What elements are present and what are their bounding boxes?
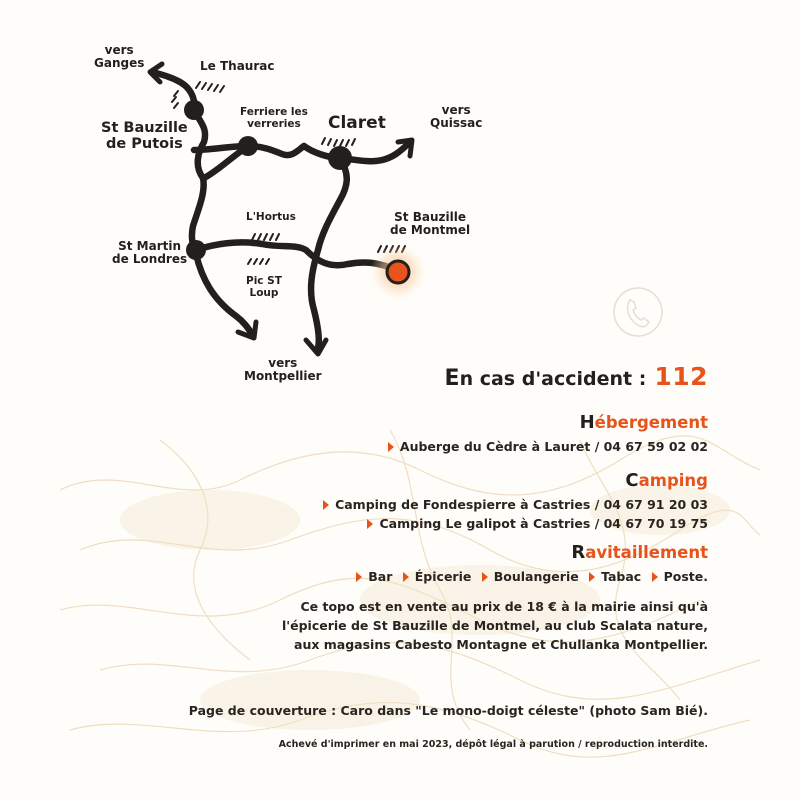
ravitaillement-title: Ravitaillement [571, 542, 708, 563]
bullet-arrow-icon [367, 519, 373, 529]
town-ferriere [238, 136, 258, 156]
ridge-claret [322, 138, 355, 146]
town-claret [328, 146, 352, 170]
ridge-thaurac [196, 82, 224, 92]
print-footer: Achevé d'imprimer en mai 2023, dépôt légal à parution / reproduction interdite. [278, 739, 708, 750]
emergency-label: n cas d'accident : [459, 368, 647, 390]
bullet-arrow-icon [652, 572, 658, 582]
phone-icon [614, 288, 662, 336]
topo-sale-info: Ce topo est en vente au prix de 18 € à la mairie ainsi qu'à l'épicerie de St Bauzille de Montmel, au club Scalata nature, aux magasins Cabesto Montagne et Chullanka Montpellier. [282, 599, 708, 652]
label-st-martin: St Martin de Londres [112, 239, 188, 267]
bullet-arrow-icon [482, 572, 488, 582]
label-vers-montpellier: vers Montpellier [244, 356, 322, 384]
bullet-arrow-icon [589, 572, 595, 582]
ridge-hortus [252, 234, 279, 240]
ravitaillement-item: Tabac [601, 569, 642, 584]
label-ferriere: Ferriere les verreries [240, 106, 308, 130]
road-claret-south [311, 158, 347, 348]
camping-title: Camping [625, 470, 708, 491]
road-main [192, 110, 205, 254]
section-camping [323, 470, 708, 533]
road-ferriere-claret [194, 146, 340, 158]
road-to-montmel [196, 242, 396, 270]
label-vers-ganges: vers Ganges [94, 43, 145, 71]
bullet-arrow-icon [403, 572, 409, 582]
ridge-putois [172, 91, 178, 108]
label-claret: Claret [328, 113, 386, 133]
bullet-arrow-icon [388, 442, 394, 452]
section-hebergement [388, 412, 708, 456]
marker-st-bauzille-montmel [387, 261, 409, 283]
ravitaillement-item: Poste. [663, 569, 708, 584]
town-st-martin [186, 240, 206, 260]
ravitaillement-item: Bar [368, 569, 393, 584]
camping-item: Camping de Fondespierre à Castries / 04 67 91 20 03 [323, 495, 708, 514]
label-le-thaurac: Le Thaurac [200, 59, 275, 73]
ravitaillement-items [356, 567, 708, 586]
label-vers-quissac: vers Quissac [430, 103, 483, 131]
camping-item: Camping Le galipot à Castries / 04 67 70 19 75 [323, 514, 708, 533]
road-to-montpellier [196, 254, 252, 334]
section-ravitaillement [356, 542, 708, 586]
ridge-pic-st-loup [248, 259, 269, 264]
ravitaillement-item: Épicerie [414, 569, 472, 584]
label-lhortus: L'Hortus [246, 211, 296, 223]
hebergement-title: Hébergement [579, 412, 708, 433]
label-st-bauzille-montmel: St Bauzille de Montmel [390, 210, 471, 238]
label-st-bauzille-putois: St Bauzille de Putois [101, 120, 188, 153]
hebergement-item: Auberge du Cèdre à Lauret / 04 67 59 02 02 [388, 437, 708, 456]
cover-credit: Page de couverture : Caro dans "Le mono-doigt céleste" (photo Sam Bié). [188, 703, 708, 718]
emergency-line [445, 362, 708, 391]
bullet-arrow-icon [356, 572, 362, 582]
emergency-first-letter: E [444, 366, 460, 391]
ravitaillement-item: Boulangerie [493, 569, 579, 584]
emergency-number: 112 [654, 362, 708, 391]
town-st-bauzille-putois [184, 100, 204, 120]
bullet-arrow-icon [323, 500, 329, 510]
label-pic-st-loup: Pic ST Loup [246, 275, 282, 299]
